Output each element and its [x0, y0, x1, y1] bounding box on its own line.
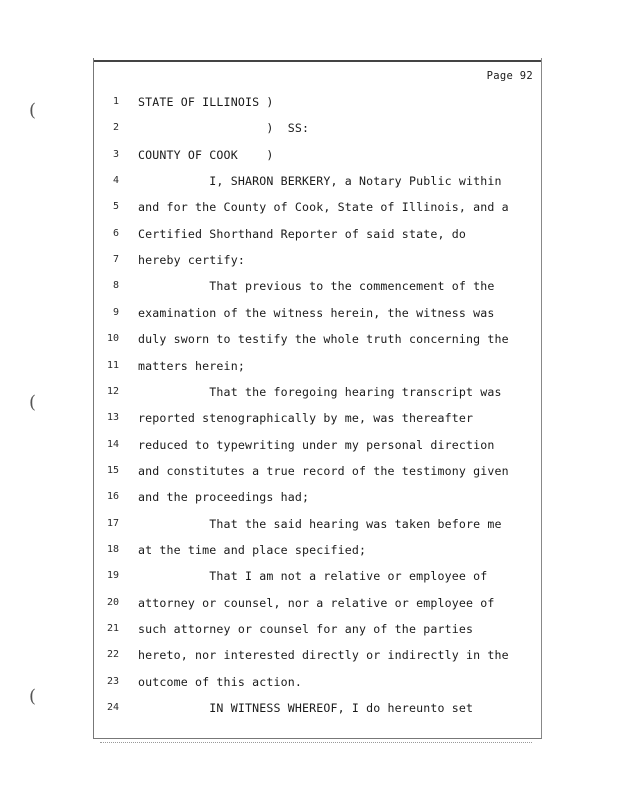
- transcript-line-text: That the said hearing was taken before me: [138, 516, 502, 531]
- line-number: 19: [106, 570, 119, 582]
- line-number: 8: [112, 280, 119, 292]
- line-number: 22: [106, 649, 119, 661]
- line-number: 5: [112, 201, 119, 213]
- punch-hole-mark: (: [29, 686, 37, 707]
- transcript-line-text: at the time and place specified;: [138, 542, 367, 557]
- transcript-line-text: I, SHARON BERKERY, a Notary Public within: [138, 174, 502, 189]
- line-number: 24: [106, 702, 119, 714]
- transcript-line-text: duly sworn to testify the whole truth concerning the: [138, 332, 509, 347]
- transcript-line-text: attorney or counsel, nor a relative or employee of: [138, 595, 495, 610]
- transcript-line-text: hereby certify:: [138, 253, 245, 268]
- line-number: 11: [106, 359, 119, 371]
- line-number: 17: [106, 517, 119, 529]
- transcript-line-text: hereto, nor interested directly or indirectly in the: [138, 648, 509, 663]
- page-number: Page 92: [486, 70, 533, 82]
- transcript-line-text: matters herein;: [138, 358, 245, 373]
- transcript-line-text: and the proceedings had;: [138, 490, 310, 505]
- line-number: 6: [112, 227, 119, 239]
- line-number: 14: [106, 438, 119, 450]
- line-number: 1: [112, 96, 119, 107]
- transcript-line-text: That previous to the commencement of the: [138, 279, 495, 294]
- line-number: 13: [106, 412, 119, 424]
- transcript-line-text: That the foregoing hearing transcript was: [138, 384, 502, 399]
- transcript-line-text: Certified Shorthand Reporter of said state, do: [138, 226, 466, 241]
- line-number: 21: [106, 623, 119, 634]
- line-number: 9: [112, 306, 119, 318]
- line-number: 2: [112, 122, 119, 134]
- transcript-line-text: reported stenographically by me, was thereafter: [138, 411, 474, 426]
- line-number: 16: [106, 491, 119, 503]
- line-number: 7: [112, 254, 119, 266]
- line-number: 3: [112, 148, 119, 160]
- transcript-line-text: IN WITNESS WHEREOF, I do hereunto set: [138, 701, 474, 716]
- line-number: 12: [106, 385, 119, 397]
- line-number: 4: [112, 175, 119, 187]
- line-number: 18: [106, 543, 119, 555]
- transcript-line-text: STATE OF ILLINOIS ): [138, 95, 274, 109]
- transcript-line-text: COUNTY OF COOK ): [138, 147, 274, 162]
- transcript-line-text: and constitutes a true record of the testimony given: [138, 463, 509, 478]
- punch-hole-mark: (: [29, 100, 37, 121]
- line-number: 10: [106, 333, 119, 345]
- transcript-line-text: examination of the witness herein, the witness was: [138, 305, 495, 320]
- transcript-line-text: and for the County of Cook, State of Illinois, and a: [138, 200, 509, 215]
- line-number: 15: [106, 464, 119, 476]
- scan-artifact-rule: [100, 742, 532, 743]
- transcript-line-text: reduced to typewriting under my personal direction: [138, 437, 495, 452]
- transcript-line-text: That I am not a relative or employee of: [138, 569, 488, 584]
- transcript-line-text: outcome of this action.: [138, 674, 302, 689]
- line-number: 23: [106, 675, 119, 687]
- transcript-line-text: ) SS:: [138, 121, 310, 136]
- transcript-line-text: such attorney or counsel for any of the parties: [138, 622, 474, 636]
- line-number: 20: [106, 596, 119, 608]
- punch-hole-mark: (: [29, 392, 37, 413]
